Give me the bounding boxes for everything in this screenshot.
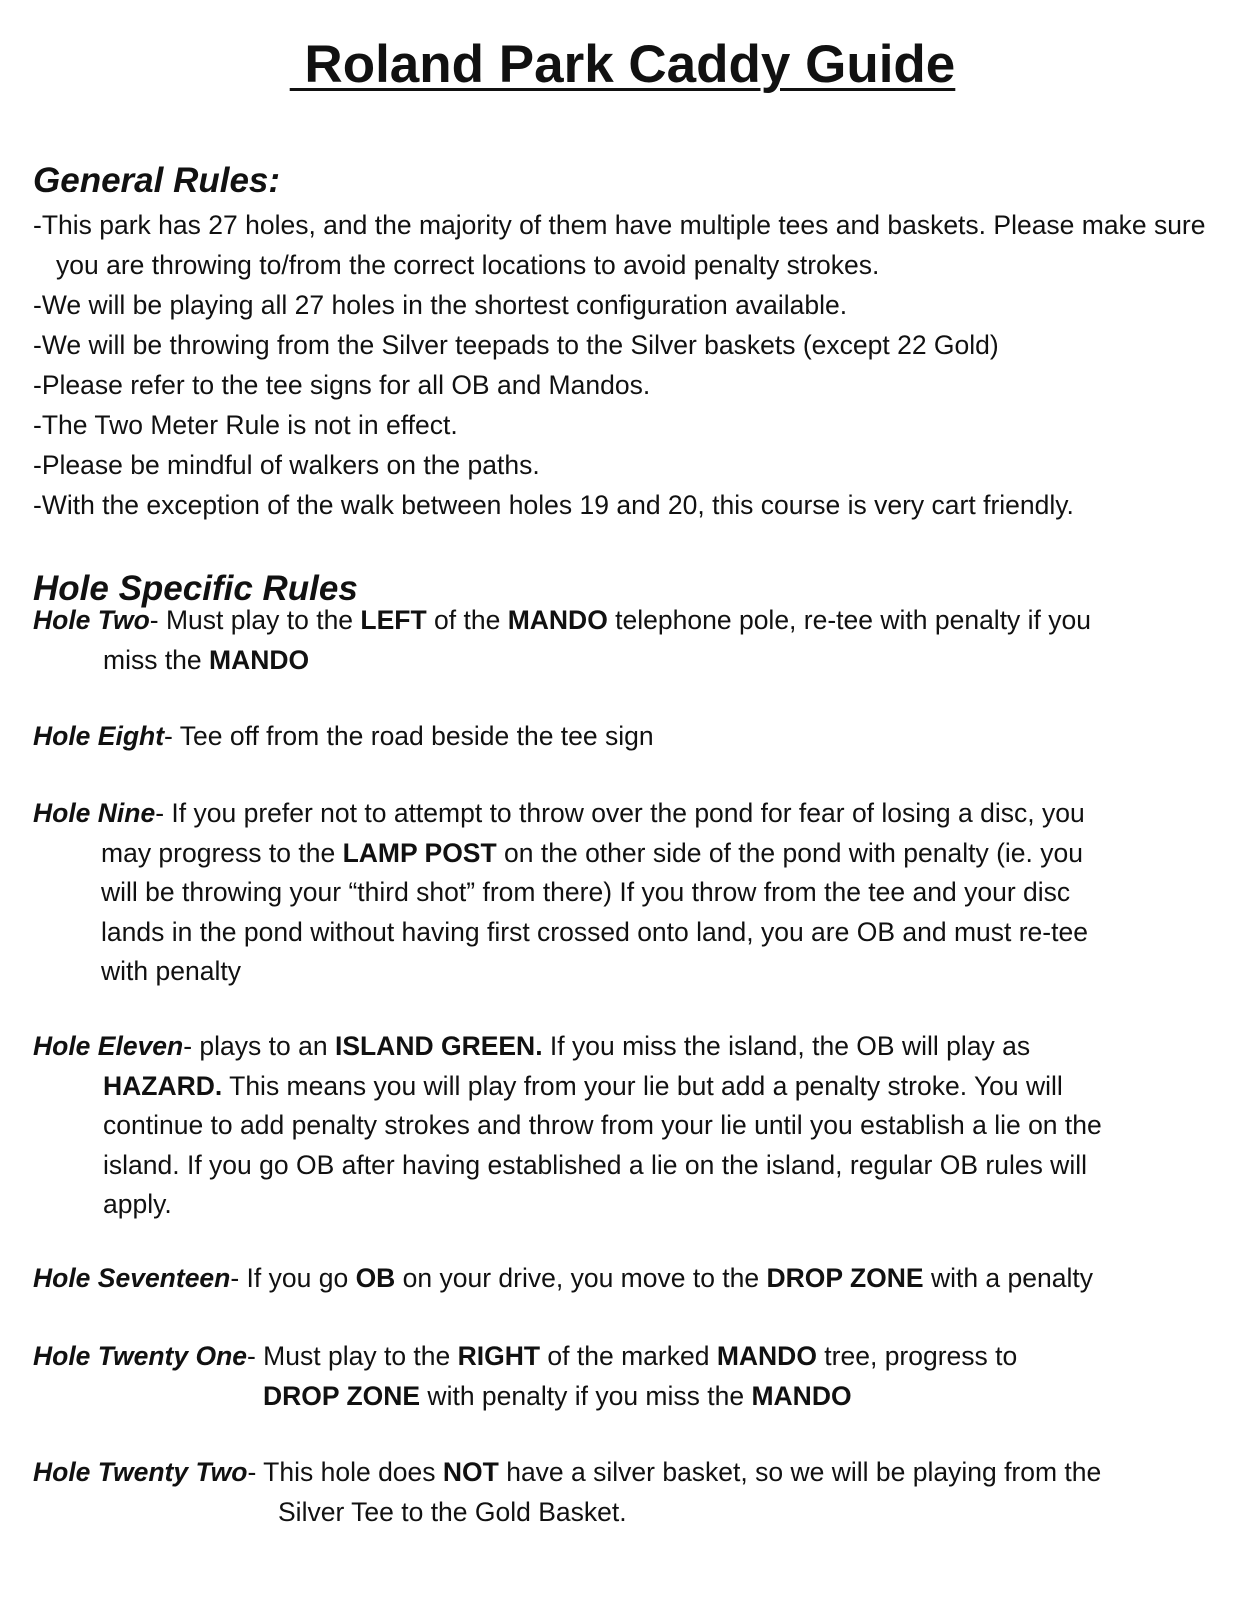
hole-rule-eight: Hole Eight- Tee off from the road beside the tee sign [33, 721, 654, 751]
hole-name: Hole Twenty One [33, 1341, 247, 1371]
general-rule: -We will be throwing from the Silver teepads to the Silver baskets (except 22 Gold) [33, 330, 999, 360]
general-rules-list [33, 205, 1223, 525]
hole-name: Hole Twenty Two [33, 1457, 248, 1487]
general-rule: -With the exception of the walk between holes 19 and 20, this course is very cart friendly. [33, 490, 1074, 520]
hole-rule-twenty-one: Hole Twenty One- Must play to the RIGHT of the marked MANDO tree, progress to DROP ZONE with penalty if you miss the MANDO [33, 1341, 1018, 1411]
general-rule: -The Two Meter Rule is not in effect. [33, 410, 458, 440]
general-rule: -Please refer to the tee signs for all OB and Mandos. [33, 370, 651, 400]
hole-rule-nine: Hole Nine- If you prefer not to attempt to throw over the pond for fear of losing a disc, you may progress to the LAMP POST on the other side of the pond with penalty (ie. you will be throwing your “third shot” from there) If you throw from the tee and your disc lands in the pond without having first crossed onto land, you are OB and must re-tee with penalty [33, 798, 1088, 986]
hole-rule-two: Hole Two- Must play to the LEFT of the MANDO telephone pole, re-tee with penalty if you miss the MANDO [33, 605, 1092, 675]
hole-rule-eleven: Hole Eleven- plays to an ISLAND GREEN. If you miss the island, the OB will play as HAZARD. This means you will play from your lie but add a penalty stroke. You will continue to add penalty strokes and throw from your lie until you establish a lie on the island. If you go OB after having established a lie on the island, regular OB rules will apply. [33, 1031, 1102, 1219]
general-rule: -This park has 27 holes, and the majority of them have multiple tees and baskets. Please make sure you are throwing to/from the correct locations to avoid penalty strokes. [33, 210, 1206, 280]
hole-name: Hole Two [33, 605, 150, 635]
general-rule: -We will be playing all 27 holes in the shortest configuration available. [33, 290, 848, 320]
hole-name: Hole Eleven [33, 1031, 184, 1061]
hole-name: Hole Seventeen [33, 1263, 231, 1293]
general-rule: -Please be mindful of walkers on the paths. [33, 450, 540, 480]
hole-name: Hole Nine [33, 798, 156, 828]
hole-rule-twenty-two: Hole Twenty Two- This hole does NOT have a silver basket, so we will be playing from the Silver Tee to the Gold Basket. [33, 1457, 1102, 1527]
page-title: Roland Park Caddy Guide [289, 35, 956, 94]
hole-name: Hole Eight [33, 721, 165, 751]
hole-rule-seventeen: Hole Seventeen- If you go OB on your drive, you move to the DROP ZONE with a penalty [33, 1263, 1093, 1293]
hole-specific-rules-heading: Hole Specific Rules [33, 569, 358, 608]
general-rules-heading: General Rules: [33, 161, 281, 200]
